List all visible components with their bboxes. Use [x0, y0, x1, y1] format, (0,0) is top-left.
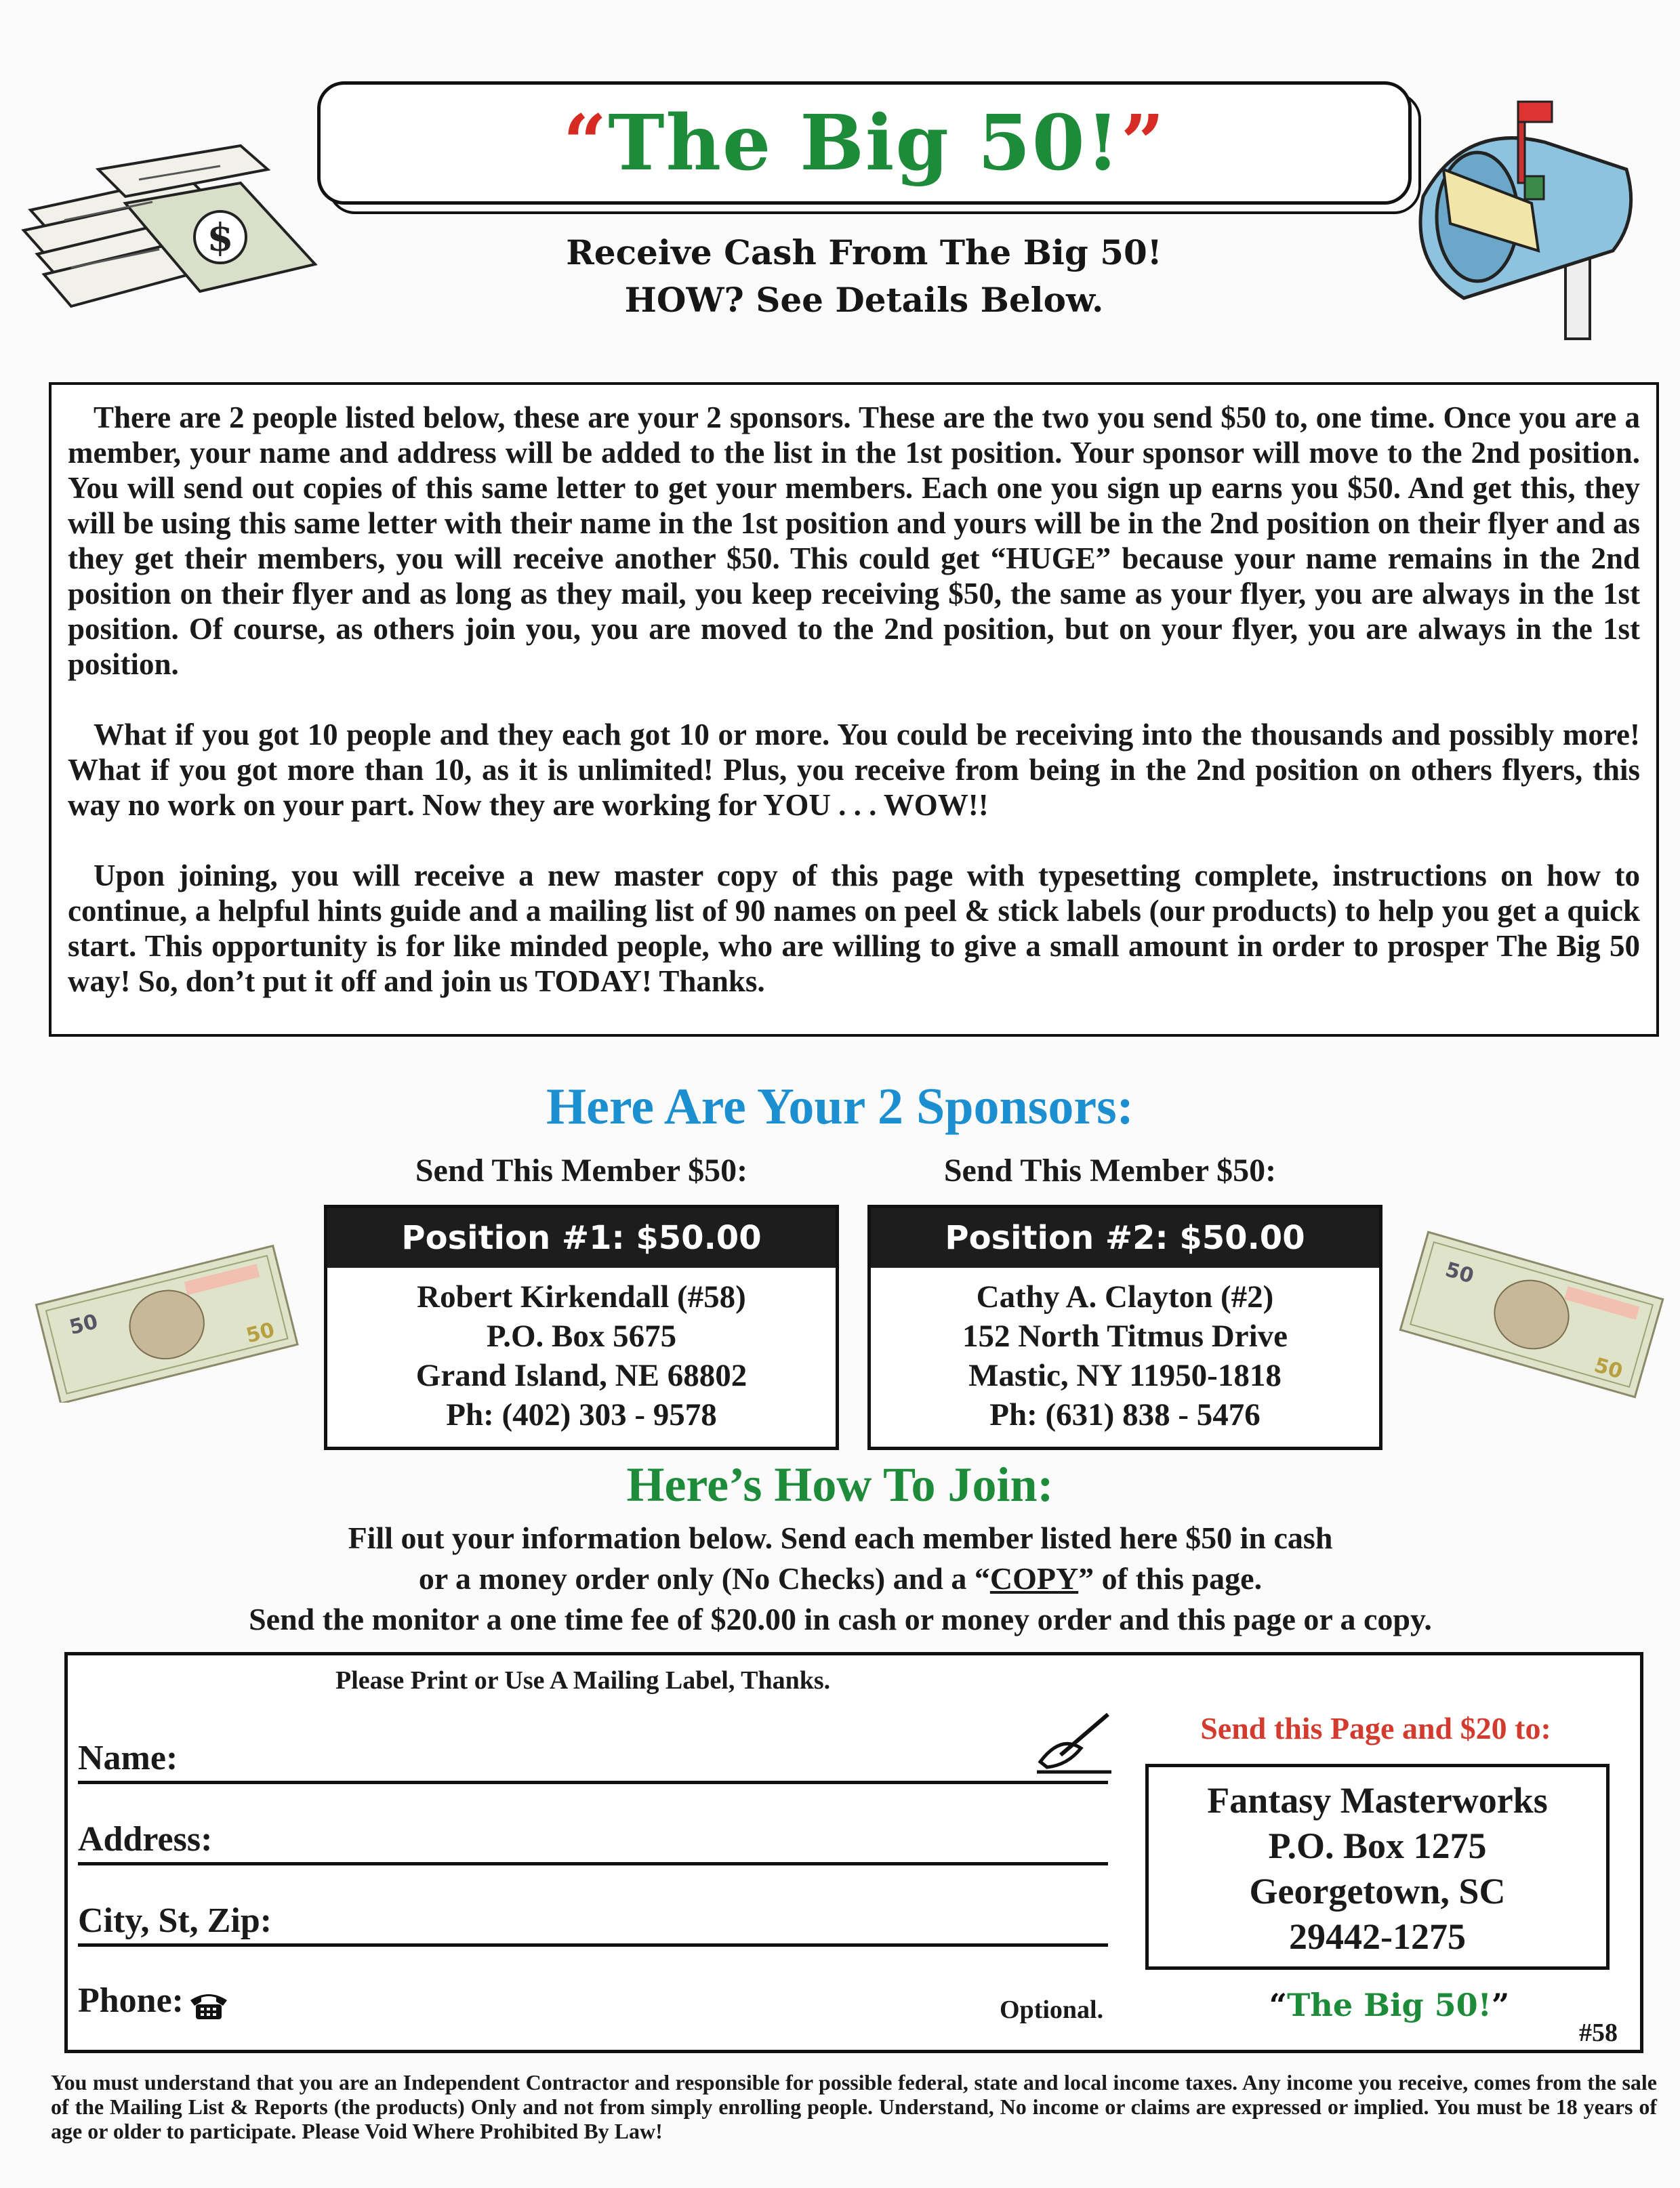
money-stack-illustration	[17, 129, 322, 325]
svg-text:50: 50	[66, 1310, 100, 1340]
send-to-label: Send this Page and $20 to:	[1200, 1711, 1551, 1746]
mailbox-illustration	[1382, 95, 1674, 346]
svg-text:$: $	[207, 215, 234, 260]
name-label: Name:	[78, 1739, 178, 1777]
phone-field[interactable]	[78, 1977, 1108, 2023]
sponsor-name: Robert Kirkendall (#58)	[417, 1279, 746, 1315]
telephone-icon	[188, 1988, 230, 2021]
intro-text	[68, 400, 1640, 1034]
svg-text:50: 50	[1442, 1258, 1477, 1289]
sponsor-address: P.O. Box 5675	[486, 1319, 677, 1354]
join-instructions: Fill out your information below. Send each member listed here $50 in cash or a money order only (No Checks) and a “COPY” of this page. Send the monitor a one time fee of $20.00 in cash or money order and this page or a copy.	[249, 1521, 1432, 1636]
sponsor-2-send-label: Send This Member $50:	[943, 1153, 1277, 1189]
sponsor-city: Grand Island, NE 68802	[415, 1358, 747, 1393]
sponsor-address: 152 North Titmus Drive	[962, 1319, 1288, 1354]
sponsor-card-heading: Position #2: $50.00	[871, 1208, 1379, 1268]
fifty-dollar-bill-left	[30, 1240, 302, 1403]
phone-optional-note: Optional.	[1000, 1996, 1104, 2024]
form-code: #58	[1579, 2019, 1618, 2047]
sponsor-phone: Ph: (402) 303 - 9578	[446, 1397, 717, 1432]
legal-disclaimer: You must understand that you are an Independent Contractor and responsible for possible federal, state and local income taxes. Any income you receive, comes from the sale of the Mailing List & Reports (the products) Only and not from simply enrolling people. Understand, No income or claims are expressed or implied. You must be 18 years of age or older to participate. Please Void Where Prohibited By Law!	[51, 2070, 1657, 2143]
intro-paragraph: What if you got 10 people and they each got 10 or more. You could be receiving into the thousands and possibly more! What if you got more than 10, as it is unlimited! Plus, you receive from being in the 2nd position on others flyers, this way no work on your part. Now they are working for YOU . . . WOW!!	[68, 718, 1640, 822]
subheadline: Receive Cash From The Big 50! HOW? See Details Below.	[566, 232, 1162, 320]
sponsor-city: Mastic, NY 11950-1818	[968, 1358, 1282, 1393]
address-label: Address:	[78, 1820, 213, 1859]
name-field[interactable]	[78, 1735, 1108, 1784]
sponsor-name: Cathy A. Clayton (#2)	[976, 1279, 1274, 1315]
sponsor-card-heading: Position #1: $50.00	[327, 1208, 836, 1268]
intro-paragraph: There are 2 people listed below, these are your 2 sponsors. These are the two you send $50 to, one time. Once you are a member, your name and address will be added to the list in the 1st position. Your sponsor will move to the 2nd position. You will send out copies of this same letter to get your members. Each one you sign up earns you $50. And get this, they will be using this same letter with their name in the 1st position and yours will be in the 2nd position on their flyer and as they get their members, you will receive another $50. This could get “HUGE” because your name remains in the 2nd position on their flyer and as long as they mail, you keep receiving $50, the same as your flyer, you are always in the 1st position. Of course, as others join you, you are moved to the 2nd position, but on your flyer, you are always in the 1st position.	[68, 400, 1640, 681]
city-state-zip-label: City, St, Zip:	[78, 1901, 272, 1940]
sponsor-card-position-1	[324, 1205, 839, 1450]
sponsor-phone: Ph: (631) 838 - 5476	[989, 1397, 1261, 1432]
intro-paragraph: Upon joining, you will receive a new master copy of this page with typesetting complete, instructions on how to continue, a helpful hints guide and a mailing list of 90 names on peel & stick labels (our products) to help you get a quick start. This opportunity is for like minded people, who are willing to give a small amount in order to prosper The Big 50 way! So, don’t put it off and join us TODAY! Thanks.	[68, 859, 1640, 998]
city-state-zip-field[interactable]	[78, 1897, 1108, 1947]
sponsor-1-send-label: Send This Member $50:	[415, 1153, 748, 1189]
pen-icon	[1033, 1708, 1115, 1775]
footer-brand: “The Big 50!”	[1269, 1987, 1510, 2023]
address-field[interactable]	[78, 1816, 1108, 1865]
svg-text:50: 50	[243, 1318, 277, 1348]
sponsors-title: Here Are Your 2 Sponsors:	[546, 1078, 1134, 1135]
fifty-dollar-bill-right	[1396, 1226, 1667, 1403]
print-note: Please Print or Use A Mailing Label, Thanks.	[335, 1666, 831, 1695]
sponsor-card-position-2	[867, 1205, 1382, 1450]
phone-label: Phone:	[78, 1981, 184, 2020]
join-title: Here’s How To Join:	[626, 1458, 1054, 1512]
svg-text:50: 50	[1591, 1353, 1626, 1384]
monitor-address-box: Fantasy Masterworks P.O. Box 1275 Georgetown, SC 29442-1275	[1145, 1764, 1610, 1970]
page-title: “ The Big 50! ”	[562, 98, 1166, 188]
